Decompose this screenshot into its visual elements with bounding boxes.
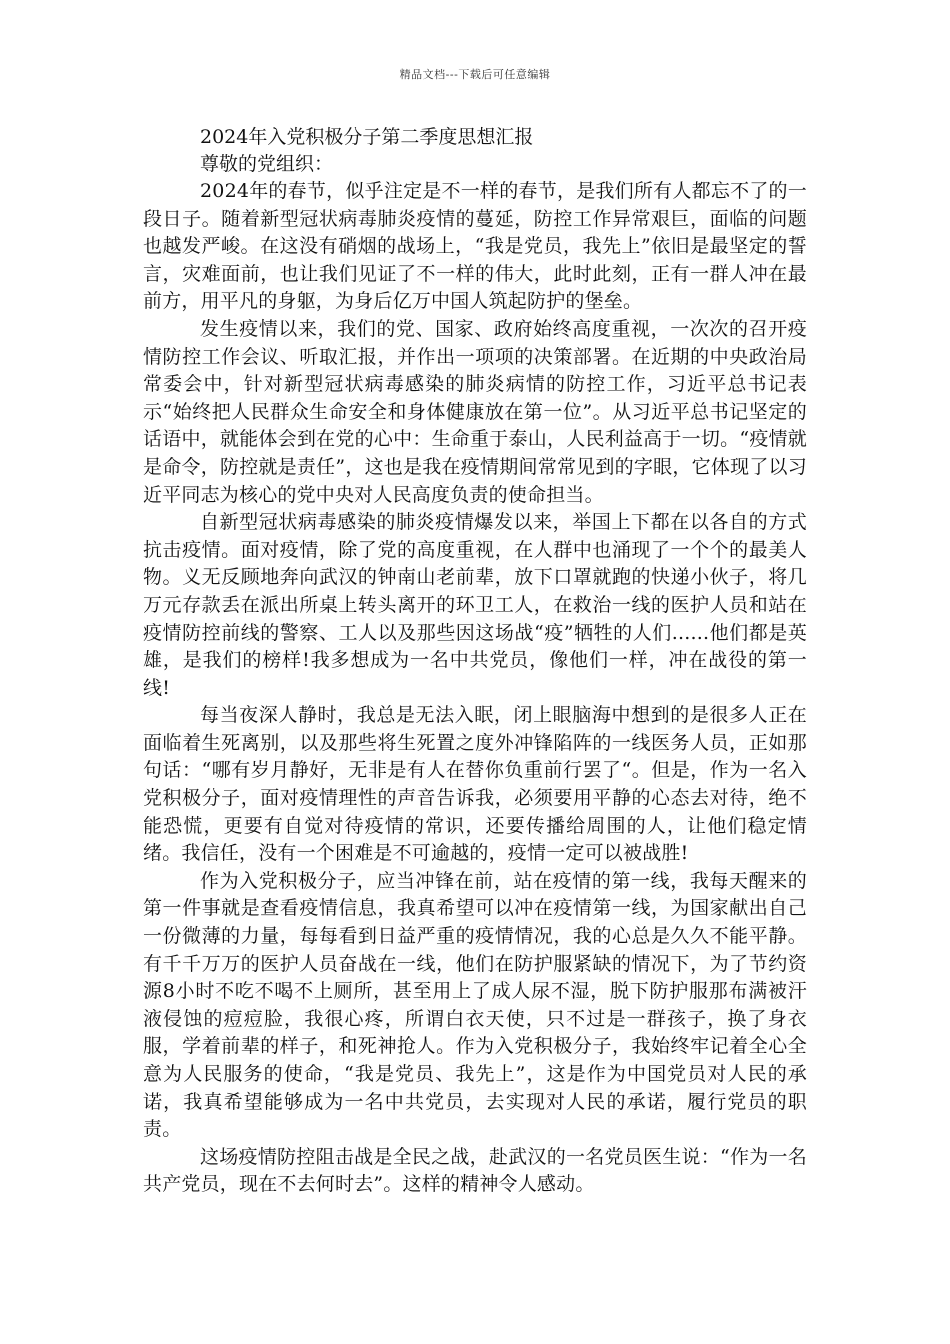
document-title: 2024年入党积极分子第二季度思想汇报 bbox=[200, 126, 534, 148]
paragraph-2: 发生疫情以来，我们的党、国家、政府始终高度重视，一次次的召开疫情防控工作会议、听取汇报，并作出一项项的决策部署。在近期的中央政治局常委会中，针对新型冠状病毒感染的肺炎病情的防控工作，习近平总书记表示“始终把人民群众生命安全和身体健康放在第一位”。从习近平总书记坚定的话语中，就能体会到在党的心中：生命重于泰山，人民利益高于一切。“疫情就是命令，防控就是责任”，这也是我在疫情期间常常见到的字眼，它体现了以习近平同志为核心的党中央对人民高度负责的使命担当。 bbox=[143, 317, 807, 506]
document-header-note: 精品文档---下载后可任意编辑 bbox=[399, 68, 551, 81]
paragraph-6: 这场疫情防控阻击战是全民之战，赴武汉的一名党员医生说：“作为一名共产党员，现在不去何时去”。这样的精神令人感动。 bbox=[143, 1145, 807, 1196]
salutation: 尊敬的党组织： bbox=[200, 153, 334, 175]
paragraph-5: 作为入党积极分子，应当冲锋在前，站在疫情的第一线，我每天醒来的第一件事就是查看疫情信息，我真希望可以冲在疫情第一线，为国家献出自己一份微薄的力量，每每看到日益严重的疫情情况，我的心总是久久不能平静。有千千万万的医护人员奋战在一线，他们在防护服紧缺的情况下，为了节约资源8小时不吃不喝不上厕所，甚至用上了成人尿不湿，脱下防护服那布满被汗液侵蚀的痘痘脸，我很心疼，所谓白衣天使，只不过是一群孩子，换了身衣服，学着前辈的样子，和死神抢人。作为入党积极分子，我始终牢记着全心全意为人民服务的使命，“我是党员、我先上”，这是作为中国党员对人民的承诺，我真希望能够成为一名中共党员，去实现对人民的承诺，履行党员的职责。 bbox=[143, 869, 807, 1141]
paragraph-1: 2024年的春节，似乎注定是不一样的春节，是我们所有人都忘不了的一段日子。随着新型冠状病毒肺炎疫情的蔓延，防控工作异常艰巨，面临的问题也越发严峻。在这没有硝烟的战场上，“我是党员，我先上”依旧是最坚定的誓言，灾难面前，也让我们见证了不一样的伟大，此时此刻，正有一群人冲在最前方，用平凡的身躯，为身后亿万中国人筑起防护的堡垒。 bbox=[143, 180, 807, 313]
document-body bbox=[143, 124, 807, 1199]
paragraph-3: 自新型冠状病毒感染的肺炎疫情爆发以来，举国上下都在以各自的方式抗击疫情。面对疫情，除了党的高度重视，在人群中也涌现了一个个的最美人物。义无反顾地奔向武汉的钟南山老前辈，放下口罩就跑的快递小伙子，将几万元存款丢在派出所桌上转头离开的环卫工人，在救治一线的医护人员和站在疫情防控前线的警察、工人以及那些因这场战“疫”牺牲的人们......他们都是英雄，是我们的榜样!我多想成为一名中共党员，像他们一样，冲在战役的第一线! bbox=[143, 511, 807, 699]
paragraph-4: 每当夜深人静时，我总是无法入眠，闭上眼脑海中想到的是很多人正在面临着生死离别，以及那些将生死置之度外冲锋陷阵的一线医务人员，正如那句话：“哪有岁月静好，无非是有人在替你负重前行罢了“。但是，作为一名入党积极分子，面对疫情理性的声音告诉我，必须要用平静的心态去对待，绝不能恐慌，更要有自觉对待疫情的常识，还要传播给周围的人，让他们稳定情绪。我信任，没有一个困难是不可逾越的，疫情一定可以被战胜! bbox=[143, 704, 807, 865]
